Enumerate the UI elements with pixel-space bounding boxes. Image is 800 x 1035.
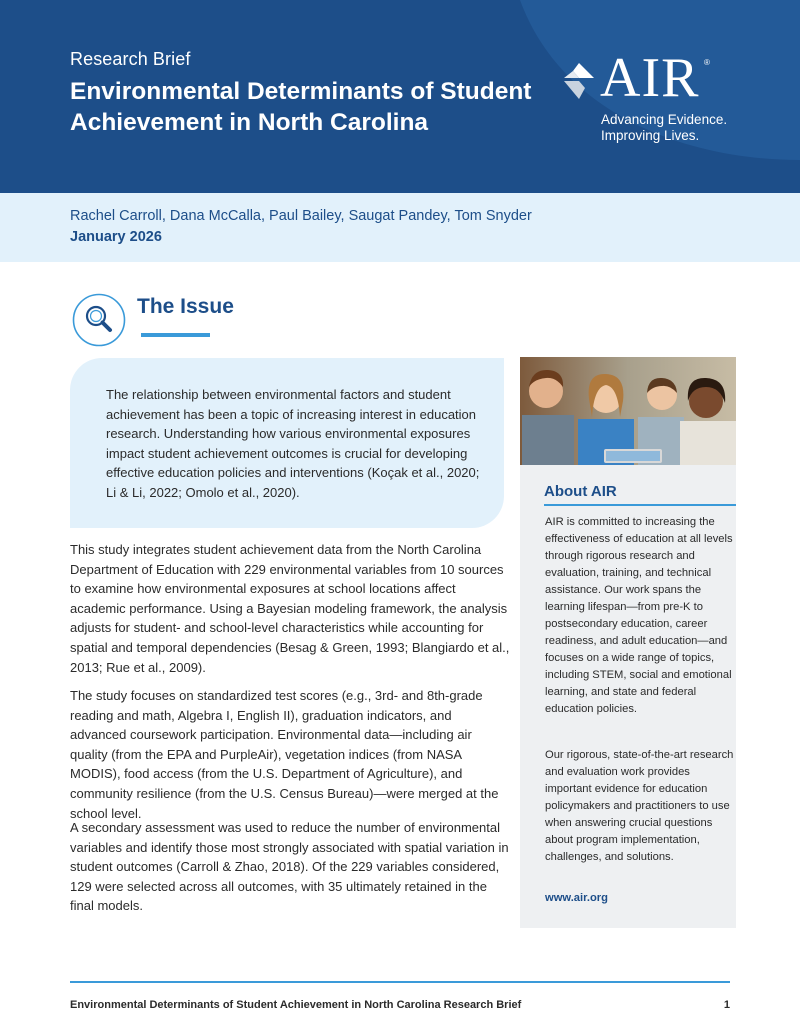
header-banner xyxy=(0,0,800,193)
body-paragraph-3: A secondary assessment was used to reduce the number of environmental variables and identify those most strongly associated with spatial variation in student outcomes (Carroll & Zhao, 2018). Of the 229 variables considered, 129 were selected across all outcomes, with 35 ultimately retained in the final models. xyxy=(70,820,509,914)
byline-band xyxy=(0,193,800,262)
section-heading: The Issue xyxy=(137,295,234,318)
issue-callout-box xyxy=(70,358,504,528)
logo-tagline xyxy=(601,112,761,144)
publication-date: January 2026 xyxy=(70,229,162,245)
body-paragraph-2: The study focuses on standardized test scores (e.g., 3rd- and 8th-grade reading and math, Algebra I, English II), graduation indicators, and advanced coursework participation. Environmental data—including air quality (from the EPA and PurpleAir), vegetation indices (from NASA MODIS), food access (from the U.S. Department of Agriculture), and community resilience (from the U.S. Census Bureau)—were merged at the school level. xyxy=(70,688,499,821)
tagline-line-1: Advancing Evidence. xyxy=(601,112,728,127)
air-website-link[interactable]: www.air.org xyxy=(545,892,608,904)
magnifier-icon xyxy=(72,293,126,347)
sidebar-paragraph-1: AIR is committed to increasing the effectiveness of education at all levels through rigorous research and evaluation, training, and technical assistance. Our work spans the learning lifespan—from pre-K to postsecondary education, career readiness, and adult education—and focuses on a wide range of topics, including STEM, social and emotional learning, and state and federal education policies. xyxy=(545,516,733,715)
air-diamond-icon xyxy=(562,61,596,101)
registered-mark: ® xyxy=(704,58,710,67)
about-sidebar xyxy=(520,357,736,928)
report-type-label: Research Brief xyxy=(70,49,191,69)
heading-underline xyxy=(141,333,210,337)
students-photo xyxy=(520,357,736,465)
students-photo-illustration xyxy=(520,357,736,465)
sidebar-heading: About AIR xyxy=(544,483,617,500)
logo-wordmark: AIR xyxy=(600,47,700,109)
report-title: Environmental Determinants of Student Achievement in North Carolina xyxy=(70,78,532,136)
page-number: 1 xyxy=(723,999,730,1011)
body-paragraph-1: This study integrates student achievement data from the North Carolina Department of Education with 229 environmental variables from 10 sources to examine how environmental exposures at school locations affect academic performance. Using a Bayesian modeling framework, the analysis adjusts for student- and school-level characteristics while accounting for spatial and temporal dependencies (Besag & Green, 1993; Blangiardo et al., 2013; Rue et al., 2009). xyxy=(70,542,510,675)
callout-text: The relationship between environmental factors and student achievement has been a topic of increasing interest in education research. Understanding how various environmental exposures impact student achievement outcomes is crucial for developing effective education policies and interventions (Koçak et al., 2020; Li & Li, 2022; Omolo et al., 2020). xyxy=(106,387,480,500)
air-logo[interactable] xyxy=(562,47,742,148)
tagline-line-2: Improving Lives. xyxy=(601,128,700,143)
footer-running-title: Environmental Determinants of Student Achievement in North Carolina Research Brief xyxy=(70,999,522,1011)
sidebar-heading-rule xyxy=(544,504,736,506)
footer-divider xyxy=(70,981,730,983)
author-list: Rachel Carroll, Dana McCalla, Paul Bailey, Saugat Pandey, Tom Snyder xyxy=(70,208,532,224)
sidebar-paragraph-2: Our rigorous, state-of-the-art research and evaluation work provides important evidence for education policymakers and practitioners to use when answering crucial questions about program implementation, challenges, and solutions. xyxy=(545,749,734,863)
